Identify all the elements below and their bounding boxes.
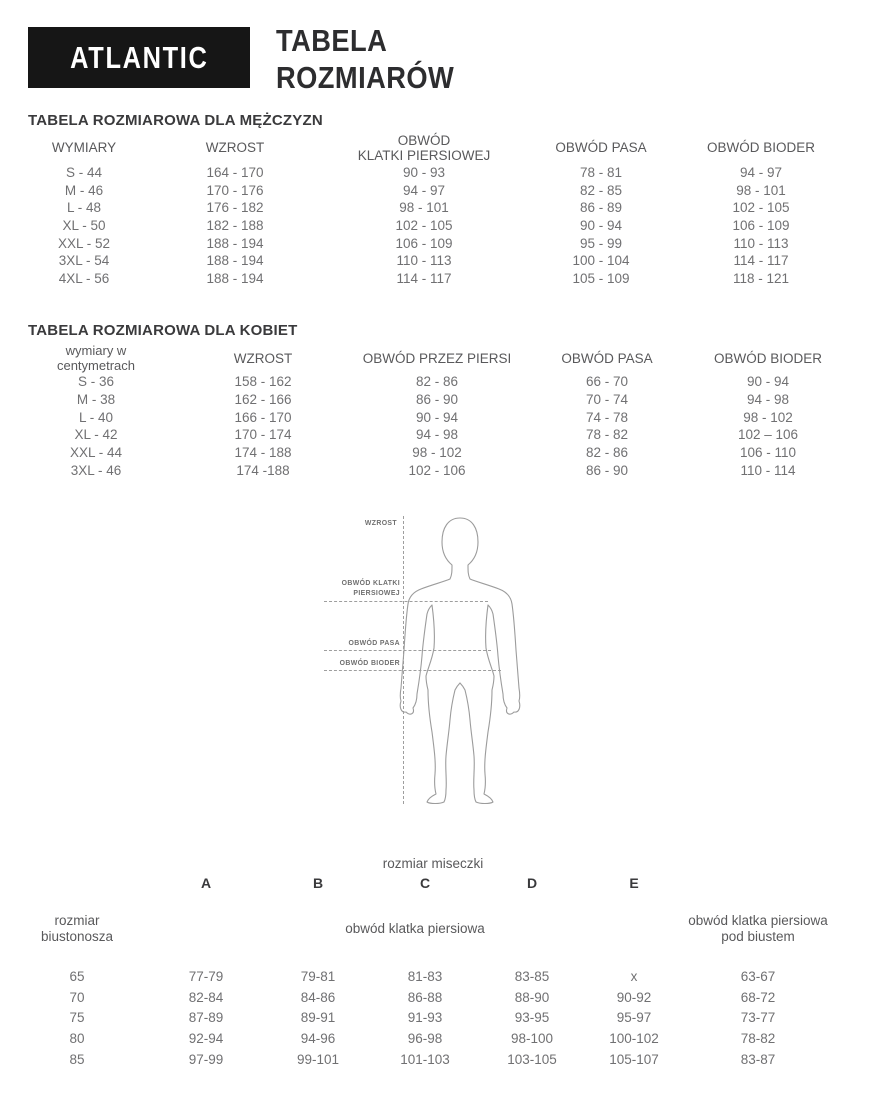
table-cell: 94 - 97	[402, 182, 446, 198]
column-header-pasa: OBWÓD PASA	[555, 140, 647, 155]
table-cell: S - 44	[65, 165, 103, 181]
human-silhouette	[320, 510, 555, 810]
table-cell: 4XL - 56	[58, 270, 110, 286]
table-cell: 79-81	[300, 968, 336, 984]
men-table-title: TABELA ROZMIAROWA DLA MĘŻCZYZN	[28, 112, 323, 129]
table-cell: 90 - 94	[746, 374, 790, 390]
table-cell: 92-94	[188, 1030, 224, 1046]
table-cell: 74 - 78	[585, 409, 629, 425]
table-cell: 188 - 194	[206, 270, 264, 286]
table-cell: 78-82	[740, 1030, 776, 1046]
table-cell: 90-92	[616, 989, 652, 1005]
atlantic-logo	[28, 27, 250, 88]
table-cell: 166 - 170	[234, 409, 292, 425]
table-cell: 77-79	[188, 968, 224, 984]
men-table-body	[0, 164, 866, 287]
table-cell: x	[630, 968, 638, 984]
table-cell: 102 - 105	[732, 200, 790, 216]
table-cell: 97-99	[188, 1051, 224, 1067]
table-cell: 70	[69, 989, 85, 1005]
table-cell: 98 - 102	[743, 409, 793, 425]
cup-letters-row	[0, 874, 840, 892]
column-header-pasa: OBWÓD PASA	[561, 350, 653, 366]
table-cell: 164 - 170	[206, 165, 264, 181]
table-cell: 65	[69, 968, 85, 984]
table-cell: 106 - 109	[732, 218, 790, 234]
table-cell: 114 - 117	[396, 270, 452, 286]
table-cell: 188 - 194	[206, 253, 264, 269]
table-cell: XXL - 44	[69, 445, 123, 461]
table-cell: 83-85	[514, 968, 550, 984]
table-cell: 66 - 70	[585, 374, 629, 390]
men-table-header-row	[0, 131, 866, 164]
table-cell: L - 48	[66, 200, 102, 216]
table-cell: 68-72	[740, 989, 776, 1005]
table-cell: 95-97	[616, 1010, 652, 1026]
column-header-piersi: OBWÓD PRZEZ PIERSI	[362, 350, 512, 366]
table-cell: 170 - 176	[206, 182, 264, 198]
table-cell: 106 - 110	[739, 445, 797, 461]
column-header-wymiary-cm: wymiary w centymetrach	[56, 343, 136, 373]
atlantic-logo-text: ATLANTIC	[69, 39, 209, 75]
table-cell: 118 - 121	[732, 270, 790, 286]
women-table-title: TABELA ROZMIAROWA DLA KOBIET	[28, 322, 298, 339]
column-header-chest: OBWÓD KLATKI PIERSIOWEJ	[357, 132, 491, 163]
table-cell: 94-96	[300, 1030, 336, 1046]
table-cell: 82 - 86	[585, 445, 629, 461]
table-cell: 103-105	[507, 1051, 557, 1067]
table-cell: 98 - 101	[736, 182, 786, 198]
column-header-wymiary: WYMIARY	[51, 140, 117, 155]
table-cell: 98 - 101	[399, 200, 449, 216]
table-cell: 78 - 82	[585, 427, 629, 443]
table-cell: 73-77	[740, 1010, 776, 1026]
table-cell: 95 - 99	[579, 235, 623, 251]
table-cell: 102 - 106	[408, 462, 466, 478]
table-cell: 105-107	[609, 1051, 659, 1067]
table-cell: M - 38	[76, 392, 116, 408]
table-cell: 94 - 98	[746, 392, 790, 408]
table-cell: 100 - 104	[572, 253, 630, 269]
cup-letter-a: A	[200, 874, 212, 891]
body-diagram	[320, 510, 555, 810]
column-header-bioder: OBWÓD BIODER	[713, 350, 822, 366]
cup-letter-e: E	[629, 874, 639, 891]
table-cell: 84-86	[300, 989, 336, 1005]
table-cell: XXL - 52	[57, 235, 111, 251]
cup-letter-d: D	[526, 874, 538, 891]
cup-letter-b: B	[312, 874, 324, 891]
table-cell: 85	[69, 1051, 85, 1067]
table-cell: 94 - 98	[415, 427, 459, 443]
table-cell: 87-89	[188, 1010, 224, 1026]
table-cell: 90 - 94	[415, 409, 459, 425]
page-title-line1: TABELA	[276, 23, 388, 58]
table-cell: L - 40	[78, 409, 114, 425]
table-cell: 101-103	[400, 1051, 450, 1067]
cup-letter-c: C	[419, 874, 431, 891]
table-cell: 114 - 117	[733, 253, 789, 269]
table-cell: 86 - 89	[579, 200, 623, 216]
women-table-body	[0, 373, 862, 479]
table-cell: 94 - 97	[739, 165, 783, 181]
table-cell: 88-90	[514, 989, 550, 1005]
table-cell: 176 - 182	[206, 200, 264, 216]
table-cell: 90 - 93	[402, 165, 446, 181]
table-cell: XL - 50	[62, 218, 106, 234]
table-cell: 188 - 194	[206, 235, 264, 251]
chest-label: OBWÓD KLATKI PIERSIOWEJ	[341, 578, 400, 597]
table-cell: 100-102	[609, 1030, 659, 1046]
table-cell: 102 - 105	[395, 218, 453, 234]
table-cell: 3XL - 54	[58, 253, 110, 269]
table-cell: 174 -188	[236, 462, 290, 478]
table-cell: 86-88	[407, 989, 443, 1005]
table-cell: 158 - 162	[234, 374, 292, 390]
table-cell: 105 - 109	[572, 270, 630, 286]
page-title-line2: ROZMIARÓW	[276, 60, 455, 95]
column-header-wzrost: WZROST	[233, 350, 293, 366]
column-header-bra-size: rozmiar biustonosza	[40, 913, 114, 944]
table-cell: 99-101	[296, 1051, 340, 1067]
bra-table-body	[0, 966, 840, 1069]
table-cell: 3XL - 46	[70, 462, 122, 478]
column-header-bioder: OBWÓD BIODER	[706, 140, 815, 155]
column-header-underbust: obwód klatka piersiowa pod biustem	[688, 913, 828, 944]
table-cell: 170 - 174	[234, 427, 292, 443]
table-cell: 82 - 86	[415, 374, 459, 390]
table-cell: 75	[69, 1010, 85, 1026]
page-title	[276, 22, 454, 96]
table-cell: 83-87	[740, 1051, 776, 1067]
table-cell: 89-91	[300, 1010, 336, 1026]
table-cell: XL - 42	[74, 427, 118, 443]
table-cell: 63-67	[740, 968, 776, 984]
cup-size-title: rozmiar miseczki	[382, 856, 484, 871]
table-cell: 86 - 90	[415, 392, 459, 408]
table-cell: 106 - 109	[395, 235, 453, 251]
hips-label: OBWÓD BIODER	[339, 658, 400, 667]
bra-table-header-row	[0, 908, 840, 950]
table-cell: 90 - 94	[579, 218, 623, 234]
column-header-chest-circ: obwód klatka piersiowa	[345, 921, 485, 936]
table-cell: 80	[69, 1030, 85, 1046]
table-cell: 93-95	[514, 1010, 550, 1026]
table-cell: 78 - 81	[579, 165, 623, 181]
table-cell: 70 - 74	[585, 392, 629, 408]
table-cell: S - 36	[77, 374, 115, 390]
table-cell: 81-83	[407, 968, 443, 984]
table-cell: 86 - 90	[585, 462, 629, 478]
table-cell: 110 - 114	[740, 462, 796, 478]
height-label: WZROST	[364, 518, 397, 527]
table-cell: 110 - 113	[396, 253, 452, 269]
table-cell: 82 - 85	[579, 182, 623, 198]
table-cell: 110 - 113	[733, 235, 789, 251]
table-cell: 96-98	[407, 1030, 443, 1046]
table-cell: 98-100	[510, 1030, 554, 1046]
table-cell: 102 – 106	[737, 427, 799, 443]
table-cell: 182 - 188	[206, 218, 264, 234]
table-cell: 162 - 166	[234, 392, 292, 408]
table-cell: M - 46	[64, 182, 104, 198]
table-cell: 174 - 188	[234, 445, 292, 461]
table-cell: 82-84	[188, 989, 224, 1005]
women-table-header-row	[0, 341, 862, 375]
table-cell: 91-93	[407, 1010, 443, 1026]
table-cell: 98 - 102	[412, 445, 462, 461]
waist-label: OBWÓD PASA	[348, 638, 400, 647]
column-header-wzrost: WZROST	[205, 140, 265, 155]
